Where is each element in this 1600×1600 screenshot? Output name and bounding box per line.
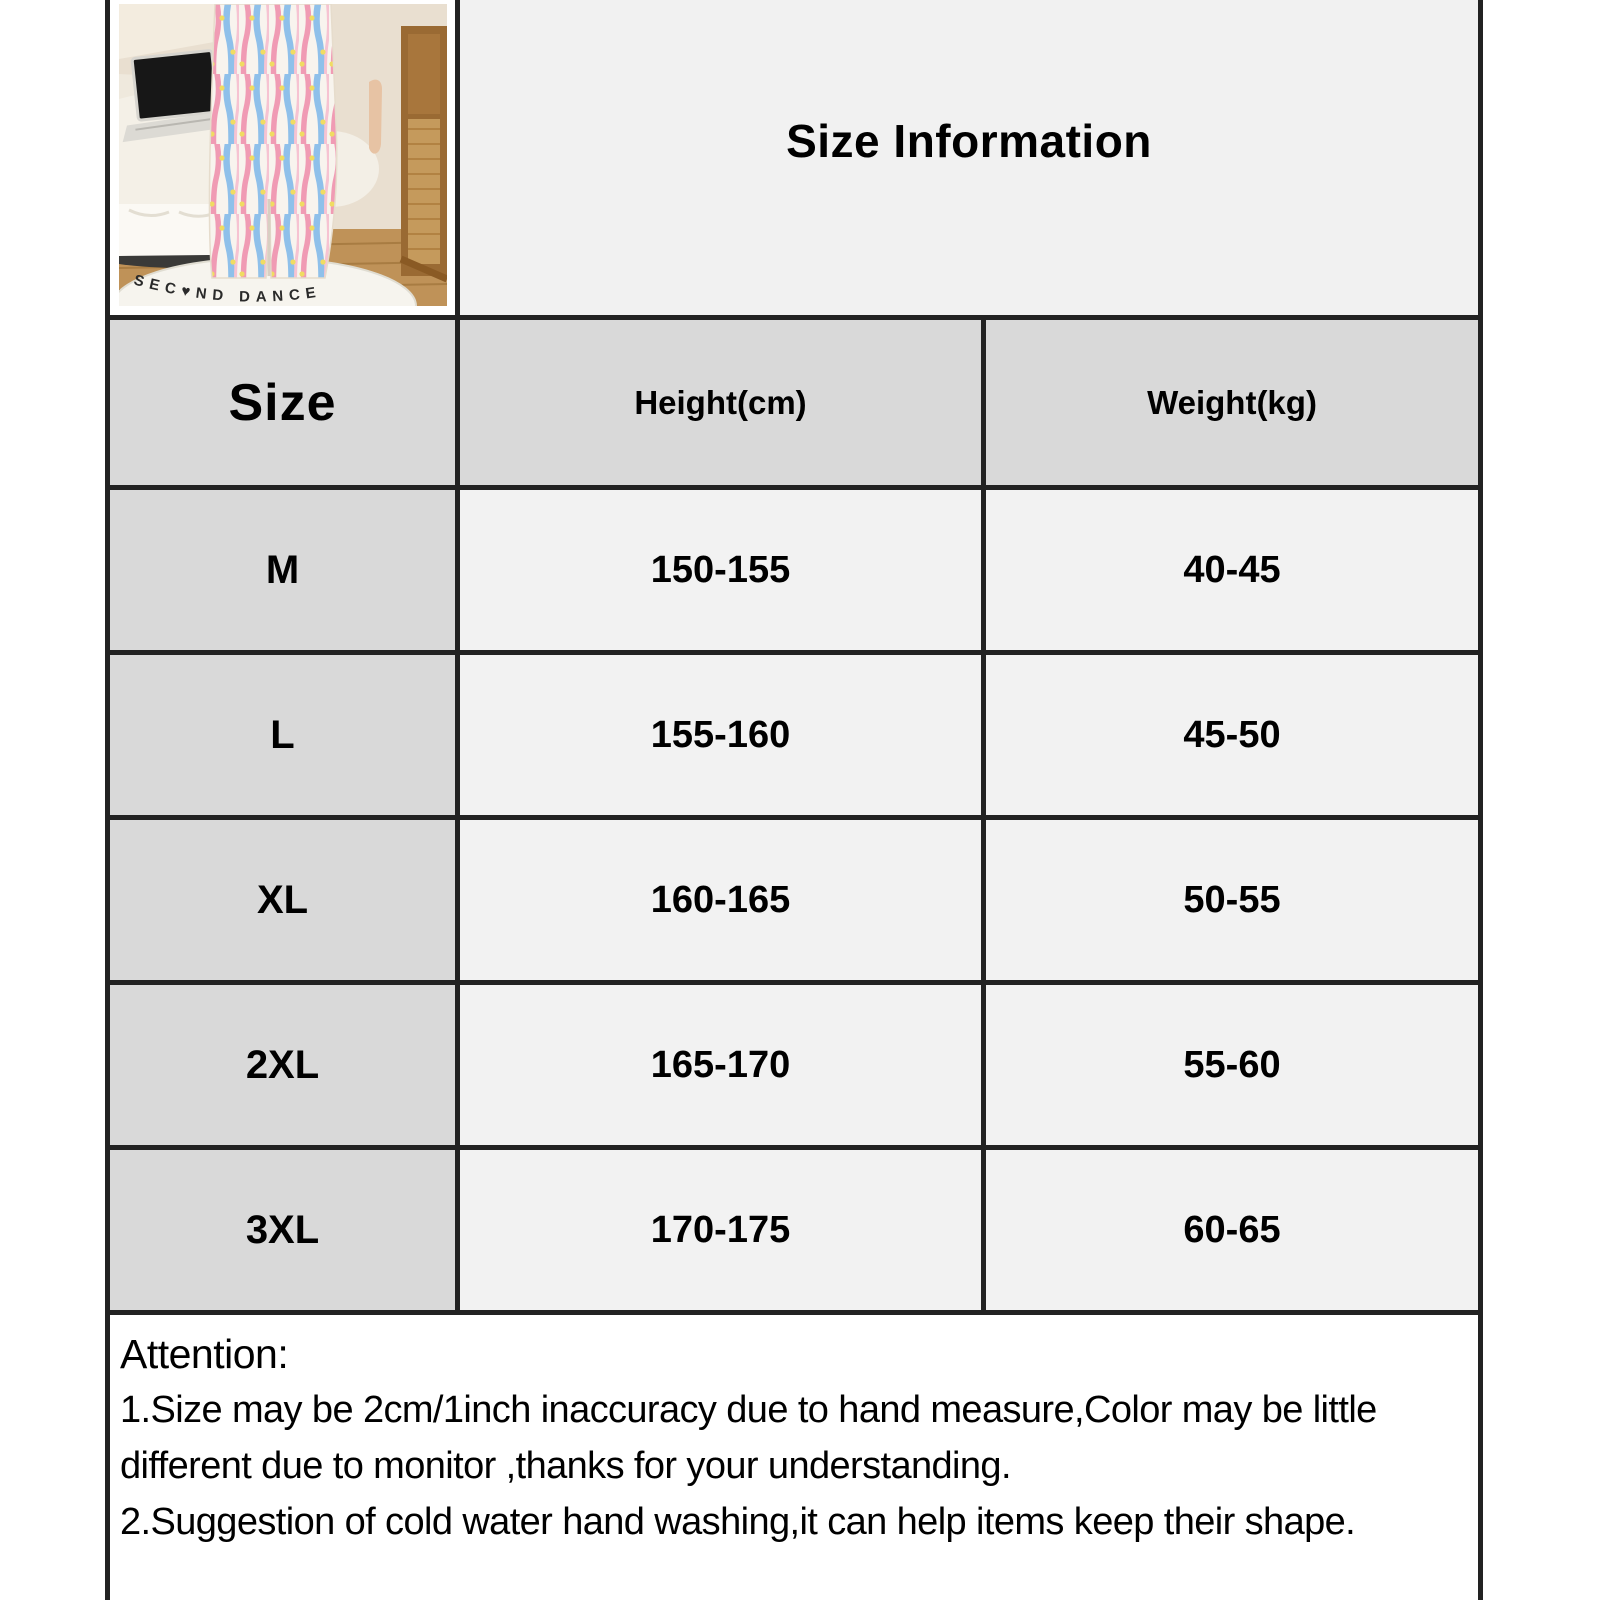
weight-value: 55-60 <box>1183 1043 1281 1086</box>
size-value: 2XL <box>245 1042 320 1087</box>
size-value: 3XL <box>245 1207 320 1252</box>
size-value: XL <box>256 877 309 922</box>
height-value: 170-175 <box>650 1208 791 1251</box>
table-row-2xl <box>110 985 1478 1150</box>
size-value: M <box>265 547 300 592</box>
height-value: 160-165 <box>650 878 791 921</box>
weight-value: 60-65 <box>1183 1208 1281 1251</box>
height-value: 155-160 <box>650 713 791 756</box>
attention-line: 1.Size may be 2cm/1inch inaccuracy due to hand measure,Color may be little <box>120 1389 1377 1431</box>
height-value: 165-170 <box>650 1043 791 1086</box>
hand <box>369 80 382 154</box>
pajama-pants <box>209 4 336 278</box>
weight-value: 50-55 <box>1183 878 1281 921</box>
table-row-xl <box>110 820 1478 985</box>
table-row-m <box>110 490 1478 655</box>
size-value: L <box>270 712 295 757</box>
attention-heading: Attention: <box>120 1331 289 1377</box>
rug-text: SEC♥ND DANCE <box>131 271 323 306</box>
size-table-box <box>105 0 1483 1600</box>
attention-section <box>110 1315 1478 1550</box>
top-section <box>110 0 1478 320</box>
page-title: Size Information <box>786 114 1152 167</box>
weight-value: 45-50 <box>1183 713 1281 756</box>
column-header-height: Height(cm) <box>634 383 807 421</box>
height-value: 150-155 <box>650 548 791 591</box>
table-header-row <box>110 320 1478 490</box>
product-photo <box>119 4 447 306</box>
column-header-size: Size <box>228 373 337 432</box>
size-information-header-cell <box>460 0 1478 315</box>
column-header-weight: Weight(kg) <box>1147 383 1317 421</box>
attention-line: different due to monitor ,thanks for your understanding. <box>120 1445 1011 1487</box>
weight-value: 40-45 <box>1183 548 1281 591</box>
attention-line: 2.Suggestion of cold water hand washing,it can help items keep their shape. <box>120 1501 1356 1543</box>
table-row-l <box>110 655 1478 820</box>
product-photo-cell <box>110 0 460 315</box>
cabinet <box>401 26 447 279</box>
table-row-3xl <box>110 1150 1478 1315</box>
